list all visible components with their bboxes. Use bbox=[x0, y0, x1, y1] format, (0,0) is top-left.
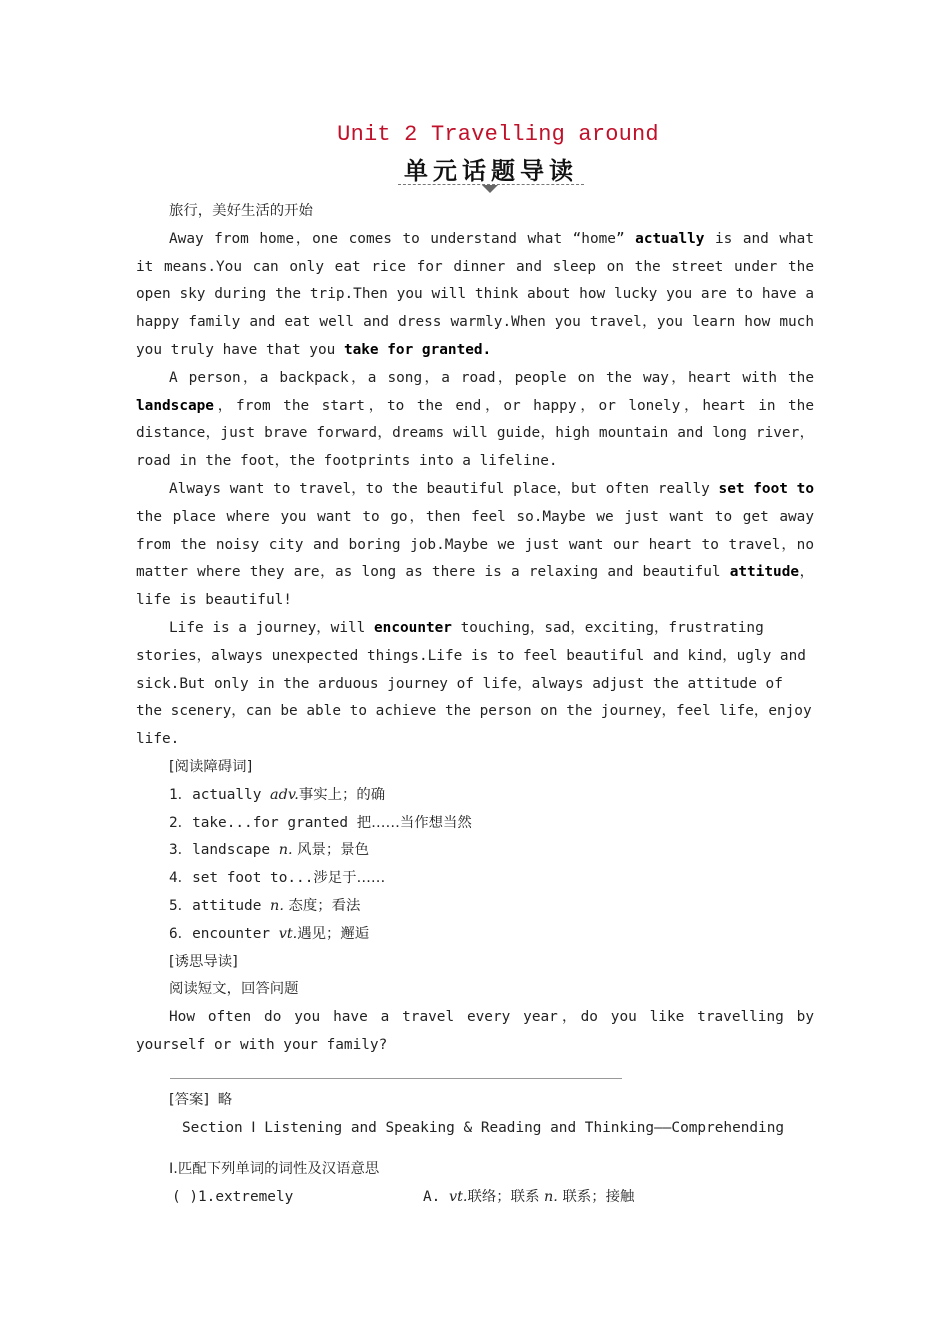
key-phrase-set-foot-to: set foot to bbox=[718, 480, 814, 497]
text-run: is and what it means.You can only eat rice for dinner and sleep on the street under the open sky during the trip.Then you will think about how lucky you are to have a happy family and eat well and dress warmly.When you travel，you learn how much you truly have that you bbox=[136, 230, 815, 358]
article-paragraph-4 bbox=[136, 615, 814, 754]
item-number: 2． bbox=[169, 814, 193, 831]
item-number: 1． bbox=[169, 786, 193, 803]
item-number: 4． bbox=[169, 870, 193, 887]
item-number: 3． bbox=[169, 842, 193, 859]
vocab-word: attitude bbox=[192, 897, 271, 914]
guide-instruction: 阅读短文，回答问题 bbox=[169, 981, 299, 998]
article-title: 旅行，美好生活的开始 bbox=[169, 203, 313, 219]
part-of-speech: vt. bbox=[278, 925, 298, 942]
guide-heading: [诱思导读] bbox=[169, 953, 238, 970]
exercise-heading: Ⅰ.匹配下列单词的词性及汉语意思 bbox=[169, 1161, 380, 1178]
part-of-speech: n. bbox=[544, 1189, 558, 1206]
vocab-word: set foot to... bbox=[192, 870, 314, 887]
matching-option bbox=[423, 1184, 634, 1212]
vocab-word: encounter bbox=[192, 925, 279, 942]
vocab-word: actually bbox=[192, 786, 271, 803]
section-title: Section Ⅰ Listening and Speaking & Reading and Thinking——Comprehending bbox=[182, 1119, 785, 1136]
part-of-speech: n. bbox=[270, 897, 284, 914]
vocab-item bbox=[136, 865, 814, 893]
answer-blank[interactable]: ( )1.extremely bbox=[172, 1189, 294, 1206]
option-meaning: 联系；接触 bbox=[557, 1189, 635, 1206]
option-meaning: 联络；联系 bbox=[467, 1189, 545, 1206]
vocab-meaning: 把……当作想当然 bbox=[356, 814, 472, 831]
option-letter: A. bbox=[423, 1189, 441, 1206]
guide-question: How often do you have a travel every year，do you like travelling by yourself or with your family? bbox=[136, 1009, 814, 1053]
banner-triangle-icon bbox=[482, 185, 498, 193]
key-word-encounter: encounter bbox=[374, 619, 452, 636]
article-paragraph-2 bbox=[136, 365, 814, 476]
vocab-meaning: 态度；看法 bbox=[283, 897, 361, 914]
vocab-meaning: 涉足于…… bbox=[313, 870, 386, 887]
spacer bbox=[136, 1142, 814, 1156]
part-of-speech: vt. bbox=[449, 1189, 468, 1206]
matching-row bbox=[136, 1184, 814, 1212]
vocab-item bbox=[136, 837, 814, 865]
answer-line bbox=[136, 1087, 814, 1115]
text-run: the place where you want to go，then feel so.Maybe we just want to get away from the noisy city and boring job.Maybe we just want our heart to travel，no matter where they are，as long as there is a relaxing and beautiful bbox=[136, 508, 814, 581]
item-number: 6． bbox=[169, 925, 193, 942]
vocab-item bbox=[136, 893, 814, 921]
text-run: A person，a backpack，a song，a road，people on the way，heart with the bbox=[169, 369, 814, 386]
unit-title: Unit 2 Travelling around bbox=[337, 122, 659, 147]
text-run: ，life is beautiful! bbox=[136, 564, 814, 609]
main-content bbox=[136, 198, 814, 1212]
part-of-speech: adv. bbox=[270, 786, 299, 803]
vocab-meaning: 事实上；的确 bbox=[298, 786, 386, 803]
vocab-item bbox=[136, 782, 814, 810]
section-banner: 单元话题导读 bbox=[404, 157, 578, 185]
key-word-landscape: landscape bbox=[136, 397, 214, 414]
article-paragraph-1 bbox=[136, 226, 814, 365]
key-word-attitude: attitude bbox=[729, 564, 800, 581]
article-paragraph-3 bbox=[136, 476, 814, 615]
vocab-meaning: 遇见；邂逅 bbox=[297, 925, 370, 942]
answer-divider bbox=[170, 1078, 622, 1079]
vocab-item bbox=[136, 810, 814, 838]
answer-label: [答案] bbox=[169, 1091, 210, 1108]
text-run: Away from home，one comes to understand what “home” bbox=[169, 230, 625, 247]
text-run: touching，sad，exciting，frustrating stories，always unexpected things.Life is to feel beautiful and kind，ugly and sick.But only in the arduous journey of life，always adjust the attitude of the scenery，can be able to achieve the person on the journey，feel life，enjoy life. bbox=[136, 619, 812, 748]
answer-value: 略 bbox=[217, 1091, 233, 1108]
text-run: ，from the start，to the end，or happy，or lonely，heart in the distance，just brave forward，dreams will guide，high mountain and long river，road in the foot，the footprints into a lifeline. bbox=[136, 397, 814, 470]
item-number: 5． bbox=[169, 897, 193, 914]
text-run: Always want to travel，to the beautiful place，but often really bbox=[169, 480, 719, 497]
vocab-meaning: 风景；景色 bbox=[292, 842, 370, 859]
vocab-item bbox=[136, 921, 814, 949]
text-run: Life is a journey，will bbox=[169, 619, 374, 636]
key-word-actually: actually bbox=[635, 230, 705, 247]
part-of-speech: n. bbox=[278, 842, 293, 859]
vocab-heading: [阅读障碍词] bbox=[169, 758, 253, 775]
vocab-word: take...for granted bbox=[192, 814, 357, 831]
key-phrase-take-for-granted: take for granted. bbox=[343, 341, 492, 358]
vocab-word: landscape bbox=[192, 842, 279, 859]
